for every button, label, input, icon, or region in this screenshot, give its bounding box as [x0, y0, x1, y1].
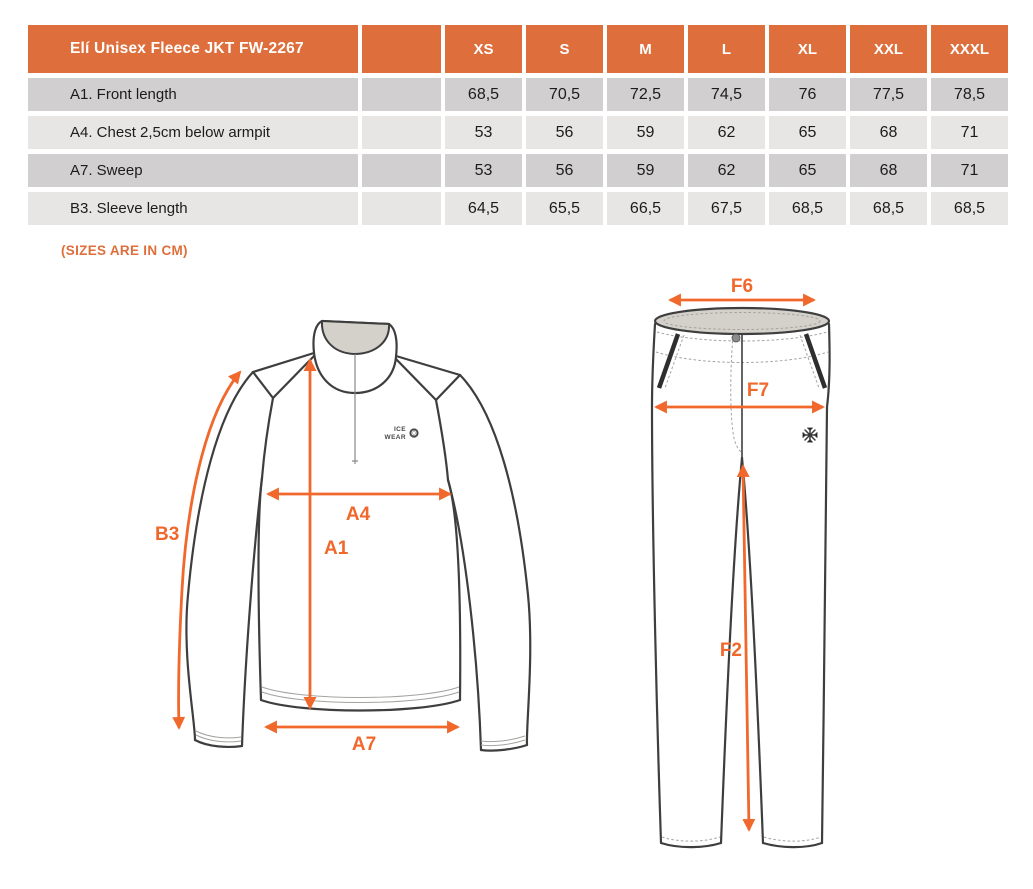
- size-col-header-xl: XL: [769, 25, 846, 73]
- pants-right-pocket: [806, 334, 825, 388]
- value-cell: 68,5: [445, 78, 522, 111]
- value-cell: 59: [607, 116, 684, 149]
- pants-right-hem-stitch: [764, 837, 821, 841]
- value-cell: 71: [931, 116, 1008, 149]
- value-cell: 76: [769, 78, 846, 111]
- jacket-hem-stitch: [262, 687, 459, 703]
- value-cell: 68,5: [850, 192, 927, 225]
- measure-label-b3: B3: [155, 524, 180, 545]
- pants-fly-stitch: [731, 336, 741, 452]
- pants-button: [732, 334, 740, 342]
- value-cell: 78,5: [931, 78, 1008, 111]
- jacket-left-shoulder-seam: [253, 353, 314, 372]
- value-cell: 72,5: [607, 78, 684, 111]
- pants-diagram: [630, 272, 860, 862]
- logo-snowflake-icon: [409, 428, 418, 437]
- pants-left-hem-stitch: [662, 837, 720, 841]
- svg-text:WEAR: WEAR: [384, 434, 406, 441]
- measure-label-a4: A4: [345, 504, 371, 525]
- value-cell: 74,5: [688, 78, 765, 111]
- sizes-note: (SIZES ARE IN CM): [61, 243, 188, 258]
- size-col-header-m: M: [607, 25, 684, 73]
- pants-left-hem: [661, 843, 721, 847]
- value-cell: 64,5: [445, 192, 522, 225]
- row-spacer: [362, 78, 441, 111]
- value-cell: 65: [769, 154, 846, 187]
- pants-left-pocket: [659, 334, 678, 388]
- jacket-left-raglan-seam: [262, 398, 273, 478]
- value-cell: 62: [688, 154, 765, 187]
- table-header-spacer: [362, 25, 441, 73]
- value-cell: 65,5: [526, 192, 603, 225]
- svg-text:ICE: ICE: [393, 426, 406, 433]
- value-cell: 68,5: [769, 192, 846, 225]
- jacket-right-raglan-seam: [436, 400, 448, 480]
- value-cell: 59: [607, 154, 684, 187]
- value-cell: 53: [445, 116, 522, 149]
- measure-label-a1: A1: [324, 538, 349, 559]
- row-label-b3: B3. Sleeve length: [28, 192, 358, 225]
- pants-left-outseam: [652, 324, 661, 843]
- table-title: Elí Unisex Fleece JKT FW-2267: [28, 25, 358, 73]
- pants-right-hem: [763, 843, 822, 847]
- value-cell: 68: [850, 116, 927, 149]
- value-cell: 67,5: [688, 192, 765, 225]
- size-col-header-xxl: XXL: [850, 25, 927, 73]
- measure-label-f7: F7: [746, 380, 770, 401]
- size-col-header-xxxl: XXXL: [931, 25, 1008, 73]
- value-cell: 56: [526, 154, 603, 187]
- pants-right-outseam: [822, 324, 830, 843]
- size-col-header-l: L: [688, 25, 765, 73]
- jacket-right-sleeve-outer: [460, 375, 530, 745]
- size-col-header-xs: XS: [445, 25, 522, 73]
- jacket-body-right: [448, 480, 460, 700]
- value-cell: 66,5: [607, 192, 684, 225]
- row-label-a4: A4. Chest 2,5cm below armpit: [28, 116, 358, 149]
- value-cell: 56: [526, 116, 603, 149]
- measure-label-f2: F2: [719, 640, 742, 661]
- measure-label-a7: A7: [351, 734, 377, 755]
- size-table: [28, 25, 1008, 225]
- row-label-a1: A1. Front length: [28, 78, 358, 111]
- jacket-right-cuff-stitch: [481, 736, 525, 746]
- value-cell: 62: [688, 116, 765, 149]
- value-cell: 70,5: [526, 78, 603, 111]
- measure-label-f6: F6: [730, 276, 754, 297]
- value-cell: 71: [931, 154, 1008, 187]
- value-cell: 68: [850, 154, 927, 187]
- value-cell: 65: [769, 116, 846, 149]
- value-cell: 68,5: [931, 192, 1008, 225]
- jacket-body-left: [259, 478, 263, 700]
- value-cell: 77,5: [850, 78, 927, 111]
- row-label-a7: A7. Sweep: [28, 154, 358, 187]
- row-spacer: [362, 154, 441, 187]
- row-spacer: [362, 192, 441, 225]
- jacket-right-shoulder-seam: [396, 356, 460, 375]
- jacket-right-sleeve-inner: [448, 480, 481, 750]
- pants-snowflake-icon: [803, 428, 817, 442]
- jacket-diagram: [140, 290, 560, 770]
- row-spacer: [362, 116, 441, 149]
- jacket-left-sleeve-outer: [186, 372, 253, 740]
- value-cell: 53: [445, 154, 522, 187]
- size-col-header-s: S: [526, 25, 603, 73]
- jacket-hem: [261, 700, 460, 711]
- pants-waist-opening: [655, 308, 829, 334]
- icewear-logo: [385, 426, 419, 441]
- jacket-left-cuff-stitch: [196, 731, 241, 742]
